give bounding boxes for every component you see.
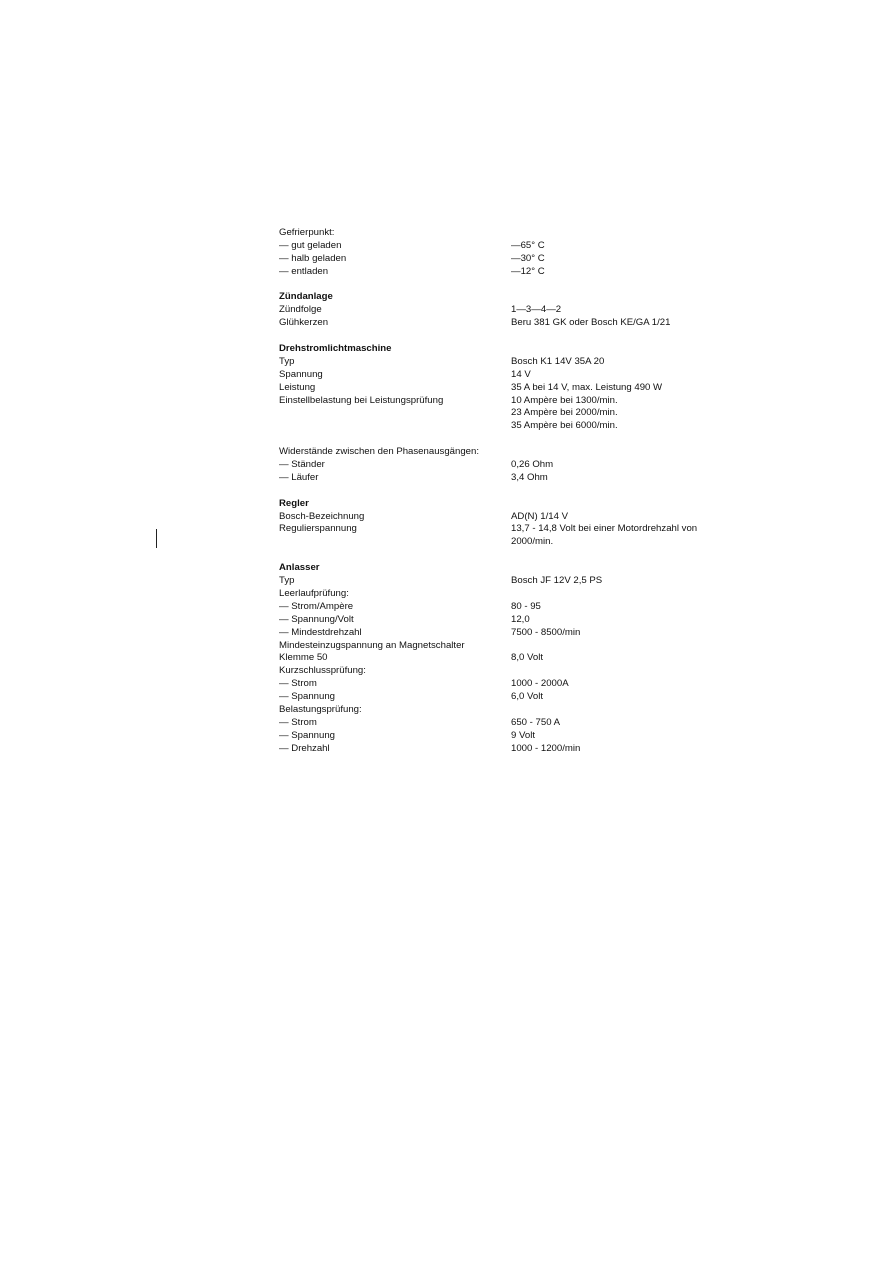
spec-label: Bosch-Bezeichnung [279, 510, 365, 522]
spec-label: — gut geladen [279, 239, 342, 251]
spec-label: — Strom [279, 716, 317, 728]
spec-table [279, 227, 739, 756]
spec-row [279, 730, 739, 743]
section-heading-label: Regler [279, 497, 309, 509]
spec-value: 1—3—4—2 [511, 304, 562, 316]
section-heading-label: Drehstromlichtmaschine [279, 343, 392, 355]
section-spacer [279, 279, 739, 292]
spec-label: — Spannung [279, 691, 336, 703]
spec-label: Glühkerzen [279, 317, 329, 329]
section-heading-drehstromlichtmaschine [279, 343, 739, 356]
spec-value: 1000 - 2000A [511, 678, 569, 690]
spec-value: 3,4 Ohm [511, 471, 548, 483]
section-heading-label: Zündanlage [279, 291, 333, 303]
section-spacer [279, 330, 739, 343]
spec-row [279, 395, 739, 408]
spec-label: — entladen [279, 265, 329, 277]
margin-mark [156, 529, 157, 548]
spec-label: Typ [279, 355, 295, 367]
spec-label: — Läufer [279, 471, 319, 483]
spec-row [279, 678, 739, 691]
section-heading-label: Anlasser [279, 562, 320, 574]
section-heading-anlasser [279, 562, 739, 575]
spec-label: — Strom/Ampère [279, 600, 354, 612]
spec-label: Spannung [279, 368, 323, 380]
spec-label: Klemme 50 [279, 652, 328, 664]
spec-label: — Strom [279, 678, 317, 690]
spec-value: Bosch JF 12V 2,5 PS [511, 575, 603, 587]
spec-row [279, 704, 739, 717]
spec-label: Gefrierpunkt: [279, 227, 335, 238]
spec-row [279, 304, 739, 317]
spec-row [279, 743, 739, 756]
spec-row [279, 588, 739, 601]
spec-value: Bosch K1 14V 35A 20 [511, 355, 605, 367]
spec-value: 23 Ampère bei 2000/min. [511, 407, 618, 419]
spec-row [279, 523, 739, 536]
spec-row [279, 369, 739, 382]
spec-row [279, 317, 739, 330]
spec-value: —12° C [511, 265, 545, 277]
spec-value: 13,7 - 14,8 Volt bei einer Motordrehzahl von [511, 523, 698, 535]
spec-value: 9 Volt [511, 729, 536, 741]
spec-value: 0,26 Ohm [511, 459, 554, 471]
spec-value: —65° C [511, 239, 545, 251]
spec-row [279, 253, 739, 266]
spec-value: 10 Ampère bei 1300/min. [511, 394, 618, 406]
spec-value: 35 A bei 14 V, max. Leistung 490 W [511, 381, 663, 393]
spec-row [279, 601, 739, 614]
spec-value: 80 - 95 [511, 600, 541, 612]
spec-row [279, 652, 739, 665]
spec-row [279, 227, 739, 240]
section-spacer [279, 433, 739, 446]
spec-label: Leerlaufprüfung: [279, 587, 349, 599]
spec-label: Kurzschlussprüfung: [279, 665, 366, 677]
spec-label: Leistung [279, 381, 316, 393]
spec-label: — Ständer [279, 459, 325, 471]
spec-row [279, 240, 739, 253]
spec-label: Regulierspannung [279, 523, 357, 535]
spec-label: Belastungsprüfung: [279, 703, 362, 715]
spec-row [279, 717, 739, 730]
spec-label: — halb geladen [279, 252, 347, 264]
spec-row [279, 420, 739, 433]
spec-row [279, 691, 739, 704]
spec-row [279, 614, 739, 627]
spec-row [279, 575, 739, 588]
spec-row [279, 382, 739, 395]
spec-value: 6,0 Volt [511, 691, 544, 703]
spec-row [279, 446, 739, 459]
spec-row [279, 665, 739, 678]
section-heading-zuendanlage [279, 291, 739, 304]
spec-value: 14 V [511, 368, 531, 380]
spec-row [279, 627, 739, 640]
spec-label: — Spannung [279, 729, 336, 741]
spec-label: Einstellbelastung bei Leistungsprüfung [279, 394, 444, 406]
spec-value: 12,0 [511, 613, 530, 625]
spec-row [279, 459, 739, 472]
spec-row [279, 511, 739, 524]
spec-value: —30° C [511, 252, 545, 264]
spec-value: 7500 - 8500/min [511, 626, 581, 638]
spec-label: Widerstände zwischen den Phasenausgängen: [279, 446, 480, 458]
spec-label: Mindesteinzugspannung an Magnetschalter [279, 639, 465, 651]
spec-label: Typ [279, 575, 295, 587]
spec-row [279, 640, 739, 653]
section-heading-regler [279, 498, 739, 511]
spec-value: 8,0 Volt [511, 652, 544, 664]
spec-value: 650 - 750 A [511, 716, 561, 728]
spec-row [279, 536, 739, 549]
spec-row [279, 407, 739, 420]
spec-label: — Spannung/Volt [279, 613, 354, 625]
spec-row [279, 266, 739, 279]
spec-row [279, 472, 739, 485]
spec-row [279, 356, 739, 369]
spec-label: — Mindestdrehzahl [279, 626, 362, 638]
spec-value: AD(N) 1/14 V [511, 510, 569, 522]
spec-value: 1000 - 1200/min [511, 742, 581, 754]
section-spacer [279, 485, 739, 498]
section-spacer [279, 549, 739, 562]
spec-value: 2000/min. [511, 536, 554, 548]
spec-value: 35 Ampère bei 6000/min. [511, 420, 618, 432]
spec-value: Beru 381 GK oder Bosch KE/GA 1/21 [511, 317, 671, 329]
spec-label: — Drehzahl [279, 742, 330, 754]
spec-label: Zündfolge [279, 304, 322, 316]
